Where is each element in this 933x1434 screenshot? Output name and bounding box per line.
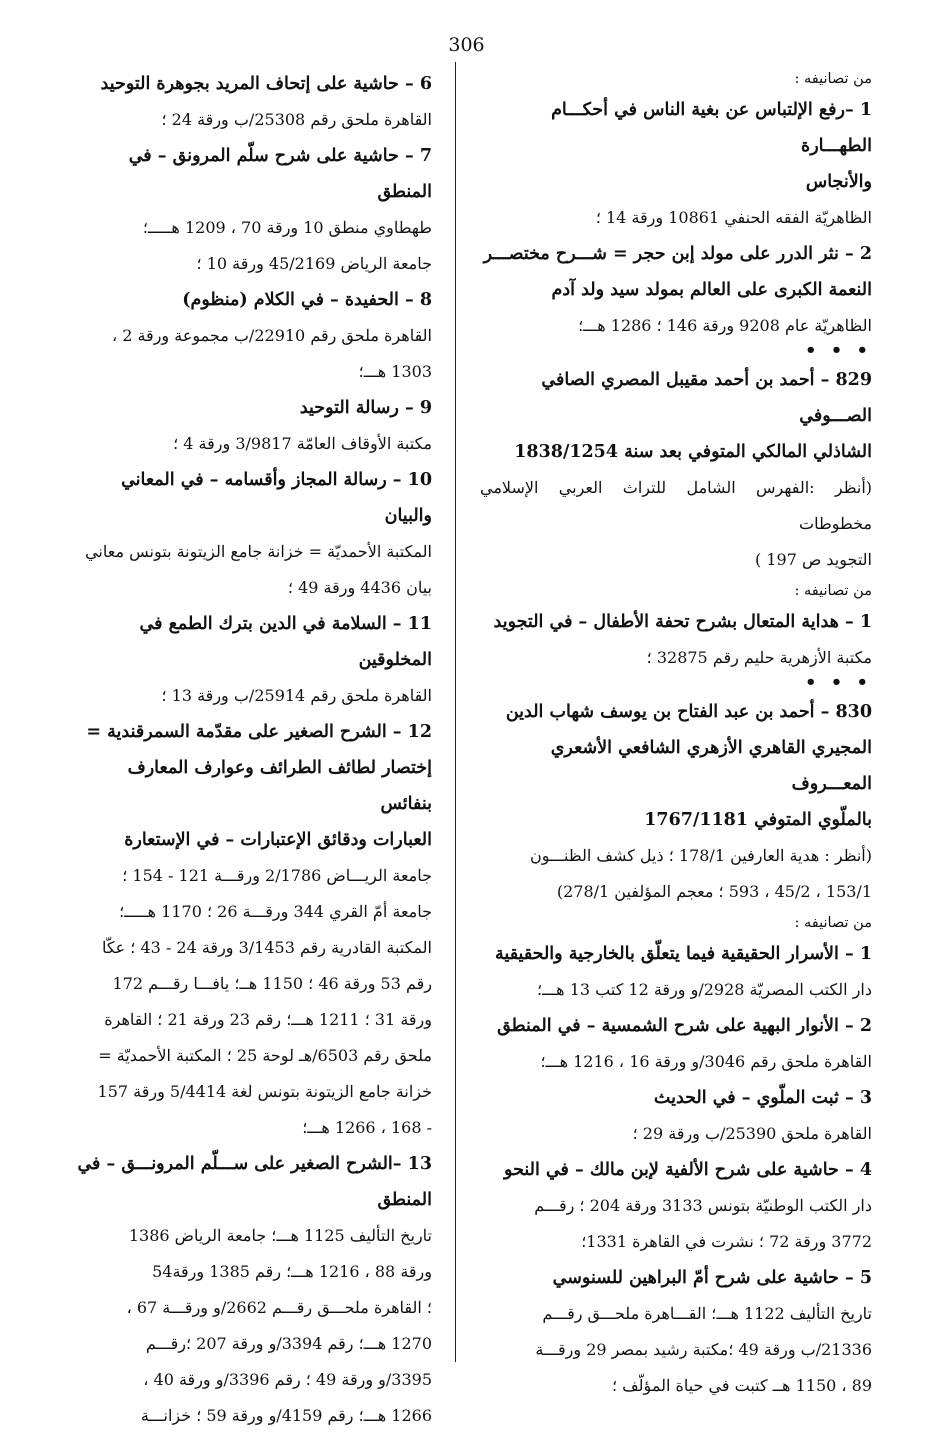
reference-line: خزانة جامع الزيتونة بتونس لغة 5/4414 ورقة 157 xyxy=(97,1082,432,1101)
reference-line: المكتبة القادرية رقم 3/1453 ورقة 24 - 43 ؛ عكّا xyxy=(101,938,432,957)
reference-line: التجويد ص 197 ) xyxy=(755,550,872,569)
entry-title-line: 1 – الأسرار الحقيقية فيما يتعلّق بالخارجية والحقيقية xyxy=(495,944,872,964)
section-label: من تصانيفه : xyxy=(794,915,872,931)
column-divider xyxy=(455,62,456,1362)
reference-line: تاريخ التأليف 1125 هـــ؛ جامعة الرياض 1386 xyxy=(128,1226,432,1245)
reference-line: دار الكتب الوطنيّة بتونس 3133 ورقة 204 ؛ رقـــم xyxy=(534,1196,872,1215)
left-column xyxy=(70,66,432,1434)
entry-title-line: 10 – رسالة المجاز وأقسامه – في المعاني والبيان xyxy=(121,470,432,526)
entry-title-line: 7 – حاشية على شرح سلّم المرونق – في المنطق xyxy=(128,146,432,202)
reference-line: (أنظر : هدية العارفين 178/1 ؛ ذيل كشف الظنـــون xyxy=(529,846,872,865)
reference-line: القاهرة ملحق رقم 3046/و ورقة 16 ، 1216 هـــ؛ xyxy=(540,1052,872,1071)
entry-title-line: 4 – حاشية على شرح الألفية لإبن مالك – في النحو xyxy=(504,1160,872,1180)
section-separator: • • • xyxy=(804,340,872,361)
entry-title-line: 2 – نثر الدرر على مولد إبن حجر = شـــرح مختصـــر xyxy=(483,244,872,264)
reference-line: دار الكتب المصريّة 2928/و ورقة 12 كتب 13 هـــ؛ xyxy=(537,980,872,999)
entry-title-line: 2 – الأنوار البهية على شرح الشمسية – في المنطق xyxy=(497,1016,872,1036)
reference-line: 1303 هـــ؛ xyxy=(358,362,432,381)
entry-title-line: المنطق xyxy=(377,1190,432,1210)
reference-line: المكتبة الأحمديّة = خزانة جامع الزيتونة بتونس معاني xyxy=(85,542,432,561)
reference-line: جامعة الرياض 45/2169 ورقة 10 ؛ xyxy=(196,254,432,273)
reference-line: ؛ القاهرة ملحـــق رقـــم 2662/و ورقـــة 67 ، xyxy=(126,1298,432,1317)
reference-line: ملحق رقم 6503/هـ لوحة 25 ؛ المكتبة الأحمديّة = xyxy=(98,1046,432,1065)
section-label: من تصانيفه : xyxy=(794,71,872,87)
reference-line: القاهرة ملحق رقم 25914/ب ورقة 13 ؛ xyxy=(161,686,432,705)
right-column xyxy=(480,66,872,1404)
entry-title-line: 12 – الشرح الصغير على مقدّمة السمرقندية = xyxy=(86,722,432,742)
reference-line: - 168 ، 1266 هـــ؛ xyxy=(302,1118,432,1137)
entry-title-line: 8 – الحفيدة – في الكلام (منظوم) xyxy=(182,290,432,310)
entry-title-line: العبارات ودقائق الإعتبارات – في الإستعارة xyxy=(124,830,432,850)
reference-line: القاهرة ملحق رقم 25308/ب ورقة 24 ؛ xyxy=(161,110,432,129)
reference-line: 21336/ب ورقة 49 ؛مكتبة رشيد بمصر 29 ورقـــة xyxy=(535,1340,872,1359)
entry-title-line: 3 – ثبت الملّوي – في الحديث xyxy=(653,1088,872,1108)
entry-title-line: 13 –الشرح الصغير على ســـلّم المرونـــق – في xyxy=(77,1154,432,1174)
section-label: من تصانيفه : xyxy=(794,583,872,599)
entry-title-line: والأنجاس xyxy=(805,172,872,192)
reference-line: 1270 هـــ؛ رقم 3394/و ورقة 207 ؛رقـــم xyxy=(145,1334,432,1353)
reference-line: رقم 53 ورقة 46 ؛ 1150 هــ؛ يافـــا رقـــم 172 xyxy=(112,974,432,993)
page-number: 306 xyxy=(448,34,485,56)
reference-line: 153/1 ، 45/2 ، 593 ؛ معجم المؤلفين 278/1) xyxy=(556,882,872,901)
entry-title-line: 1 –رفع الإلتباس عن بغية الناس في أحكـــام الطهـــارة xyxy=(551,100,872,156)
reference-line: الظاهريّة عام 9208 ورقة 146 ؛ 1286 هـــ؛ xyxy=(578,316,872,335)
reference-line: تاريخ التأليف 1122 هـــ؛ القـــاهرة ملحـــق رقـــم xyxy=(542,1304,872,1323)
entry-title-line: 829 – أحمد بن أحمد مقيبل المصري الصافي الصـــوفي xyxy=(541,370,872,426)
entry-title-line: 9 – رسالة التوحيد xyxy=(299,398,432,418)
reference-line: 1266 هـــ؛ رقم 4159/و ورقة 59 ؛ خزانـــة xyxy=(140,1406,432,1425)
section-separator: • • • xyxy=(804,672,872,693)
entry-title-line: بالملّوي المتوفي 1767/1181 xyxy=(644,810,872,830)
entry-title-line: الشاذلي المالكي المتوفي بعد سنة 1838/1254 xyxy=(514,442,872,462)
reference-line: (أنظر :الفهرس الشامل للتراث العربي الإسلامي مخطوطات xyxy=(480,478,872,533)
entry-title-line: 5 – حاشية على شرح أمّ البراهين للسنوسي xyxy=(552,1268,872,1288)
reference-line: 3772 ورقة 72 ؛ نشرت في القاهرة 1331؛ xyxy=(581,1232,872,1251)
reference-line: جامعة الريـــاض 2/1786 ورقـــة 121 - 154 ؛ xyxy=(122,866,432,885)
entry-title-line: المجيري القاهري الأزهري الشافعي الأشعري المعـــروف xyxy=(550,738,872,794)
reference-line: طهطاوي منطق 10 ورقة 70 ، 1209 هـــــ؛ xyxy=(142,218,432,237)
entry-title-line: إختصار لطائف الطرائف وعوارف المعارف بنفائس xyxy=(127,758,432,814)
reference-line: ورقة 88 ، 1216 هـــ؛ رقم 1385 ورقة54 xyxy=(152,1262,432,1281)
entry-title-line: 6 – حاشية على إتحاف المريد بجوهرة التوحيد xyxy=(100,74,432,94)
reference-line: بيان 4436 ورقة 49 ؛ xyxy=(287,578,432,597)
reference-line: القاهرة ملحق 25390/ب ورقة 29 ؛ xyxy=(632,1124,872,1143)
reference-line: 89 ، 1150 هــ كتبت في حياة المؤلّف ؛ xyxy=(611,1376,872,1395)
entry-title-line: النعمة الكبرى على العالم بمولد سيد ولد آدم xyxy=(551,280,872,300)
reference-line: القاهرة ملحق رقم 22910/ب مجموعة ورقة 2 ، xyxy=(111,326,432,345)
reference-line: مكتبة الأزهرية حليم رقم 32875 ؛ xyxy=(646,648,872,667)
entry-title-line: 11 – السلامة في الدين بترك الطمع في المخلوقين xyxy=(139,614,432,670)
reference-line: مكتبة الأوقاف العامّة 3/9817 ورقة 4 ؛ xyxy=(173,434,432,453)
entry-title-line: 830 – أحمد بن عبد الفتاح بن يوسف شهاب الدين xyxy=(505,702,872,722)
reference-line: الظاهريّة الفقه الحنفي 10861 ورقة 14 ؛ xyxy=(595,208,872,227)
entry-title-line: 1 – هداية المتعال بشرح تحفة الأطفال – في التجويد xyxy=(493,612,872,632)
reference-line: جامعة أمّ القري 344 ورقـــة 26 ؛ 1170 هـــــ؛ xyxy=(119,902,432,921)
reference-line: 3395/و ورقة 49 ؛ رقم 3396/و ورقة 40 ، xyxy=(143,1370,432,1389)
reference-line: ورقة 31 ؛ 1211 هـــ؛ رقم 23 ورقة 21 ؛ القاهرة xyxy=(104,1010,432,1029)
